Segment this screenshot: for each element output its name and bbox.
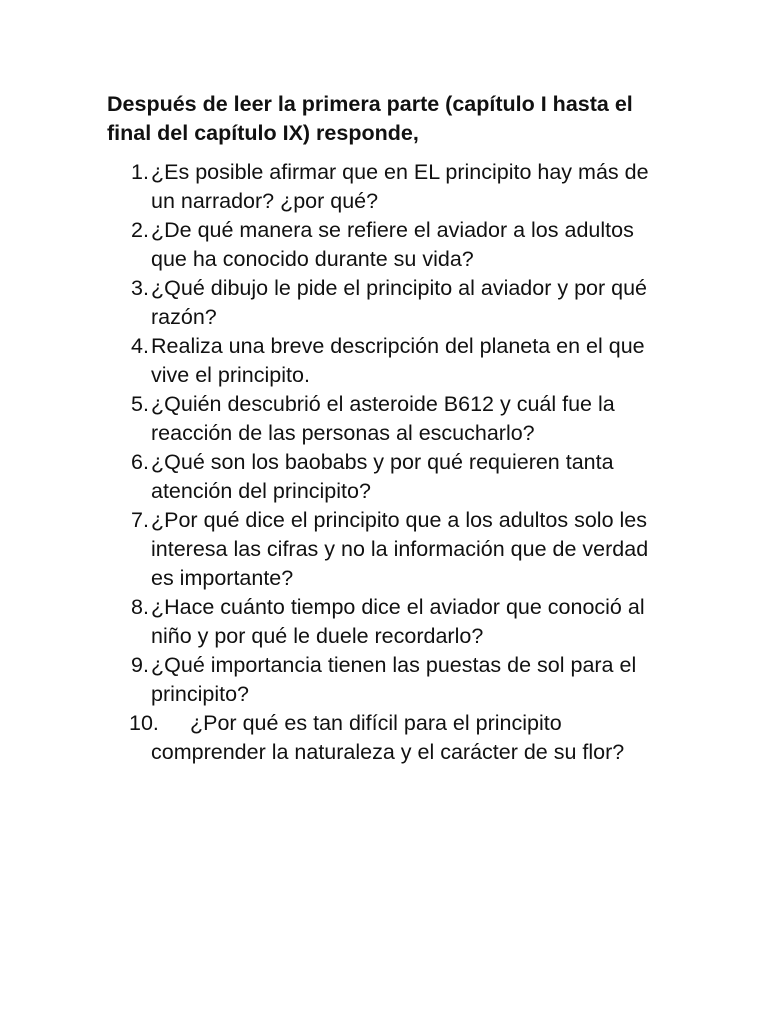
- question-text: ¿Qué importancia tienen las puestas de sol para el principito?: [151, 653, 637, 706]
- question-item: [131, 448, 671, 506]
- question-item: [131, 593, 671, 651]
- question-number: 9.: [131, 653, 149, 677]
- question-number: 1.: [131, 160, 149, 184]
- question-item: [131, 158, 671, 216]
- question-item: [131, 274, 671, 332]
- question-text: ¿Por qué dice el principito que a los adultos solo les interesa las cifras y no la información que de verdad es importante?: [151, 508, 649, 590]
- question-text: ¿Qué son los baobabs y por qué requieren tanta atención del principito?: [151, 450, 614, 503]
- document-heading: Después de leer la primera parte (capítulo I hasta el final del capítulo IX) responde,: [107, 92, 633, 145]
- question-number: 8.: [131, 595, 149, 619]
- question-item: [131, 390, 671, 448]
- question-text: ¿Qué dibujo le pide el principito al aviador y por qué razón?: [151, 276, 647, 329]
- question-text: ¿Quién descubrió el asteroide B612 y cuál fue la reacción de las personas al escucharlo?: [151, 392, 615, 445]
- question-number: 6.: [131, 450, 149, 474]
- question-item: [131, 709, 671, 767]
- question-text: ¿Por qué es tan difícil para el principito comprender la naturaleza y el carácter de su flor?: [151, 711, 625, 764]
- question-number: 5.: [131, 392, 149, 416]
- question-item: [131, 651, 671, 709]
- question-number: 4.: [131, 334, 149, 358]
- question-number: 2.: [131, 218, 149, 242]
- question-number: 7.: [131, 508, 149, 532]
- question-list: [131, 158, 671, 767]
- question-item: [131, 216, 671, 274]
- question-text: Realiza una breve descripción del planeta en el que vive el principito.: [151, 334, 645, 387]
- question-number: 3.: [131, 276, 149, 300]
- question-item: [131, 506, 671, 593]
- question-item: [131, 332, 671, 390]
- question-number: 10.: [129, 711, 159, 735]
- question-text: ¿De qué manera se refiere el aviador a los adultos que ha conocido durante su vida?: [151, 218, 634, 271]
- question-text: ¿Es posible afirmar que en EL principito hay más de un narrador? ¿por qué?: [151, 160, 649, 213]
- question-text: ¿Hace cuánto tiempo dice el aviador que conoció al niño y por qué le duele recordarlo?: [151, 595, 645, 648]
